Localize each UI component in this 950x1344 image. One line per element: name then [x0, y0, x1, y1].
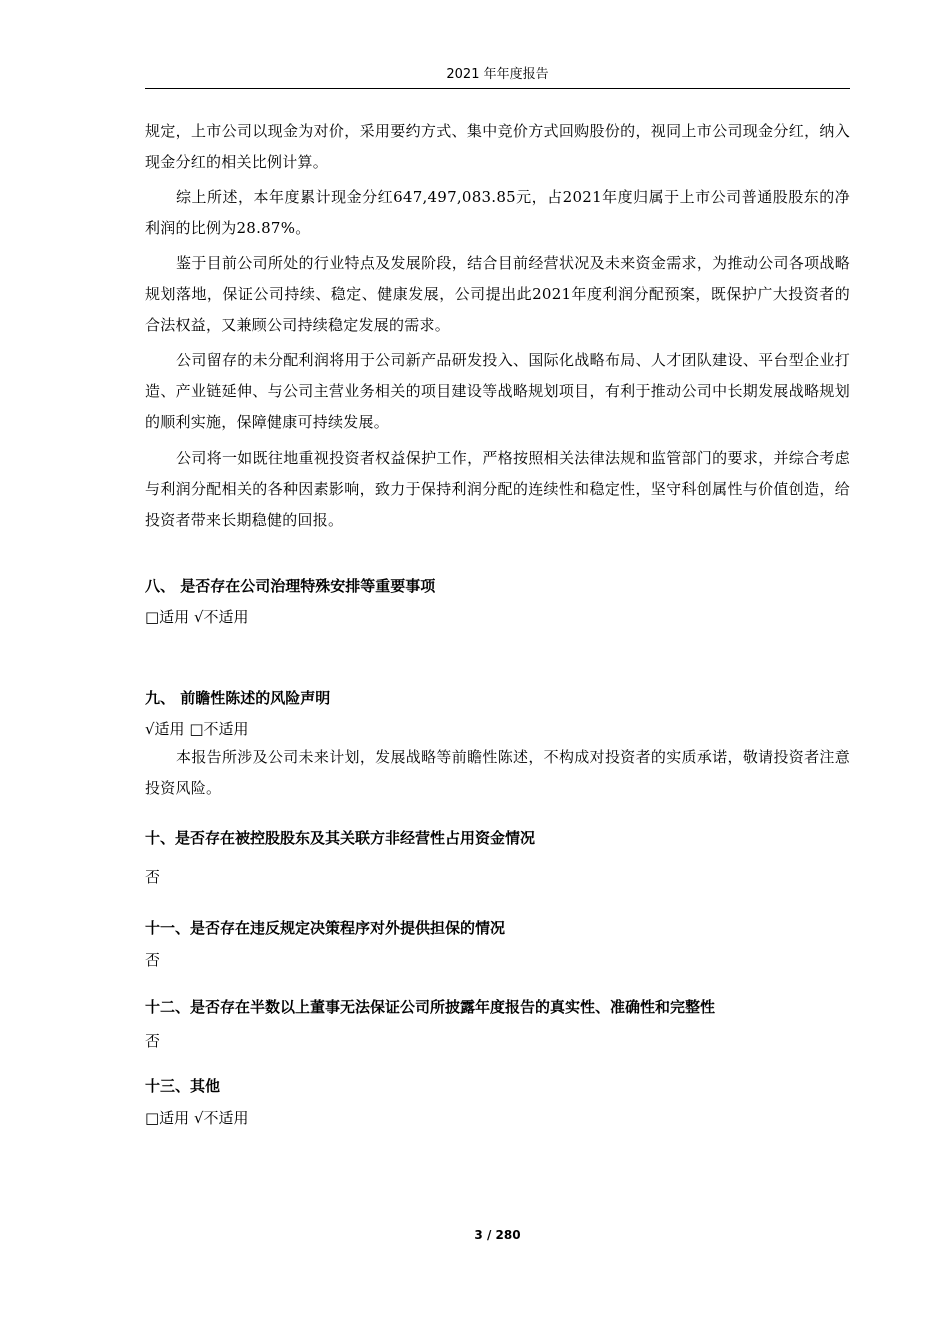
section-9-text: 本报告所涉及公司未来计划，发展战略等前瞻性陈述，不构成对投资者的实质承诺，敬请投资者注意投资风险。: [145, 748, 850, 797]
section-9-heading: 九、 前瞻性陈述的风险声明: [145, 689, 331, 707]
paragraph-1: 规定，上市公司以现金为对价，采用要约方式、集中竞价方式回购股份的，视同上市公司现金分红，纳入现金分红的相关比例计算。: [145, 122, 850, 171]
section-13-heading: 十三、其他: [145, 1077, 221, 1095]
paragraph-4: 公司留存的未分配利润将用于公司新产品研发投入、国际化战略布局、人才团队建设、平台型企业打造、产业链延伸、与公司主营业务相关的项目建设等战略规划项目，有利于推动公司中长期发展战略规划的顺利实施，保障健康可持续发展。: [145, 351, 850, 431]
section-8-heading: 八、 是否存在公司治理特殊安排等重要事项: [145, 577, 436, 595]
section-12-heading: 十二、是否存在半数以上董事无法保证公司所披露年度报告的真实性、准确性和完整性: [145, 998, 716, 1016]
section-9-option: √适用 □不适用: [145, 720, 249, 738]
paragraph-5: 公司将一如既往地重视投资者权益保护工作，严格按照相关法律法规和监管部门的要求，并综合考虑与利润分配相关的各种因素影响，致力于保持利润分配的连续性和稳定性，坚守科创属性与价值创造，给投资者带来长期稳健的回报。: [145, 449, 850, 529]
section-13-option: □适用 √不适用: [145, 1109, 249, 1127]
section-10-answer: 否: [145, 868, 161, 886]
section-10-heading: 十、是否存在被控股股东及其关联方非经营性占用资金情况: [145, 829, 536, 847]
page-header: 2021 年年度报告: [446, 67, 549, 82]
paragraph-2: 综上所述，本年度累计现金分红647,497,083.85元，占2021年度归属于上市公司普通股股东的净利润的比例为28.87%。: [145, 188, 850, 237]
section-11-answer: 否: [145, 951, 161, 969]
page-number: 3 / 280: [474, 1228, 521, 1242]
header-divider: [145, 88, 850, 89]
paragraph-3: 鉴于目前公司所处的行业特点及发展阶段，结合目前经营状况及未来资金需求，为推动公司各项战略规划落地，保证公司持续、稳定、健康发展，公司提出此2021年度利润分配预案，既保护广大投资者的合法权益，又兼顾公司持续稳定发展的需求。: [145, 254, 850, 334]
section-11-heading: 十一、是否存在违反规定决策程序对外提供担保的情况: [145, 919, 506, 937]
section-8-option: □适用 √不适用: [145, 608, 249, 626]
section-12-answer: 否: [145, 1032, 161, 1050]
